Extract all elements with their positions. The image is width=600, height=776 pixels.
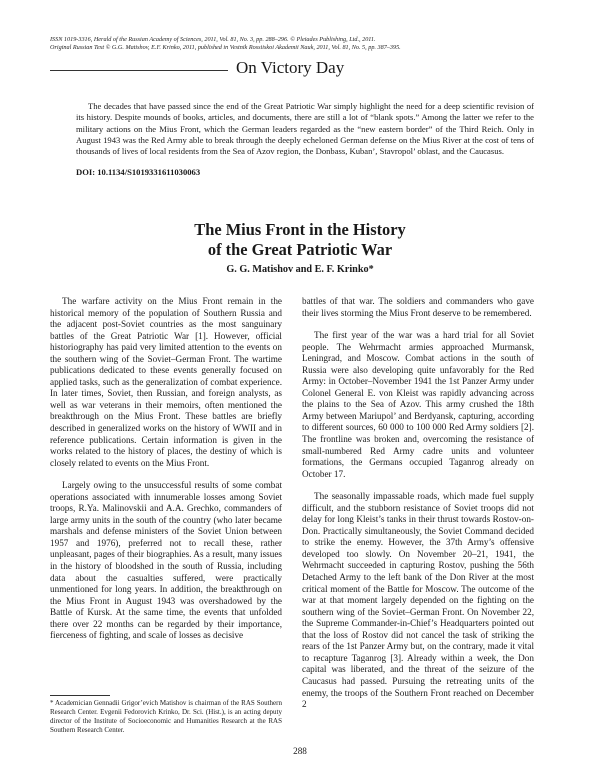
paragraph: Largely owing to the unsuccessful results of some combat operations associated with innumerable losses among Soviet troops, R.Ya. Malinovskii and A.A. Grechko, commanders of large army units in the south of the country (who later became marshals and defense ministers of the Soviet Union between 1957 and 1976), preferred not to recall these, rather unpleasant, pages of their biographies. As a result, many issues in the history of bloodshed in the south of Russia, including data about the casualties suffered, were practically unmentioned for long years. In addition, the breakthrough on the Mius Front in August 1943 was overshadowed by the Battle of Kursk. At the same time, the events that unfolded there over 22 months can be regarded by their importance, fierceness of fighting, and scale of losses as decisive xyxy=(50,480,282,641)
paragraph: The first year of the war was a hard trial for all Soviet people. The Wehrmacht armies approached Murmansk, Leningrad, and Moscow. Combat actions in the south of Russia were also developing quite unfavorably for the Red Army: in October–November 1941 the 1st Panzer Army under Colonel General E. von Kleist was rapidly advancing across the plains to the Sea of Azov. This army crushed the 18th Army between Mariupol’ and Berdyansk, capturing, according to different sources, 60 000 to 100 000 Red Army soldiers [2]. The frontline was broken and, overcoming the resistance of small-numbered Red Army cadre units and volunteer formations, the Germans occupied Taganrog already on October 17. xyxy=(302,330,534,479)
paragraph: The seasonally impassable roads, which made fuel supply difficult, and the stubborn resistance of Soviet troops did not delay for long Kleist’s tanks in their thrust towards Rostov-on-Don. Practically simultaneously, the Soviet Command decided to strike the enemy. However, the 37th Army’s offensive developed too slowly. On November 20–21, 1941, the Wehrmacht succeeded in capturing Rostov, pushing the 56th Detached Army to the left bank of the Don River at the most critical moment of the Battle for Moscow. The outcome of the war at that moment largely depended on the fighting on the southern wing of the Soviet–German Front. On November 22, the Supreme Commander-in-Chief’s Headquarters pointed out that the loss of Rostov did not cancel the task of striking the rears of the 1st Panzer Army but, on the contrary, made it vital to recapture Taganrog [3]. Already within a week, the Don capital was liberated, and the threat of the seizure of the Caucasus had passed. Pursuing the retreating units of the enemy, the troops of the Southern Front reached on December 2 xyxy=(302,491,534,710)
footnote-rule xyxy=(50,695,110,696)
rubric-bar xyxy=(50,58,550,80)
page-number: 288 xyxy=(293,746,307,756)
abstract: The decades that have passed since the end of the Great Patriotic War simply highlight the need for a deep scientific revision of its history. Despite mounds of books, articles, and documents, there are still a lot of “blank spots.” Among the latter we refer to the military actions on the Mius Front, which the German leaders regarded as the “new eastern border” of the Third Reich. Only in August 1943 was the Red Army able to break through the deeply echeloned German defense on the Mius River at the cost of tens of thousands of lives of local residents from the Sea of Azov region, the Donbass, Kuban’, Stavropol’ oblast, and the Caucasus. xyxy=(76,101,534,157)
article-title-line-1: The Mius Front in the History xyxy=(194,220,406,239)
article-title-line-2: of the Great Patriotic War xyxy=(207,240,393,259)
journal-header-line-2: Original Russian Text © G.G. Matishov, E.F. Krinko, 2011, published in Vestnik Rossiiskoi Akademii Nauk, 2011, Vol. 81, No. 5, pp. 387–395. xyxy=(50,44,401,51)
rubric-title: On Victory Day xyxy=(236,58,345,77)
right-column xyxy=(302,296,534,722)
paragraph: The warfare activity on the Mius Front remain in the historical memory of the population of Southern Russia and the adjacent post-Soviet countries as the most sanguinary battles of the Great Patriotic War [1]. However, official historiography has paid very limited attention to the events on the southern wing of the Soviet–German Front. The wartime publications dedicated to these events generally focused on applied tasks, such as the generalization of combat experience. In later times, Soviet, then Russian, and foreign analysts, as well as war veterans in their memoirs, often mentioned the breakthrough on the Mius Front. These battles are briefly described in generalized works on the history of WWII and in reference publications. Certain information is given in the works related to the history of places, the destiny of which is closely related to events on the Mius Front. xyxy=(50,296,282,468)
paragraph: battles of that war. The soldiers and commanders who gave their lives storming the Mius Front deserve to be remembered. xyxy=(302,296,534,318)
journal-header-line-1: ISSN 1019-3316, Herald of the Russian Academy of Sciences, 2011, Vol. 81, No. 3, pp. 288–296. © Pleiades Publishing, Ltd., 2011. xyxy=(50,36,376,43)
footnote: * Academician Gennadii Grigor’evich Matishov is chairman of the RAS Southern Research Center. Evgenii Fedorovich Krinko, Dr. Sci. (Hist.), is an acting deputy director of the Institute of Socioeconomic and Humanities Research at the RAS Southern Research Center. xyxy=(50,699,282,734)
article-title xyxy=(50,220,550,260)
authors: G. G. Matishov and E. F. Krinko* xyxy=(226,264,374,275)
rubric-rule xyxy=(50,70,228,71)
doi: DOI: 10.1134/S1019331611030063 xyxy=(76,167,201,177)
left-column xyxy=(50,296,282,653)
